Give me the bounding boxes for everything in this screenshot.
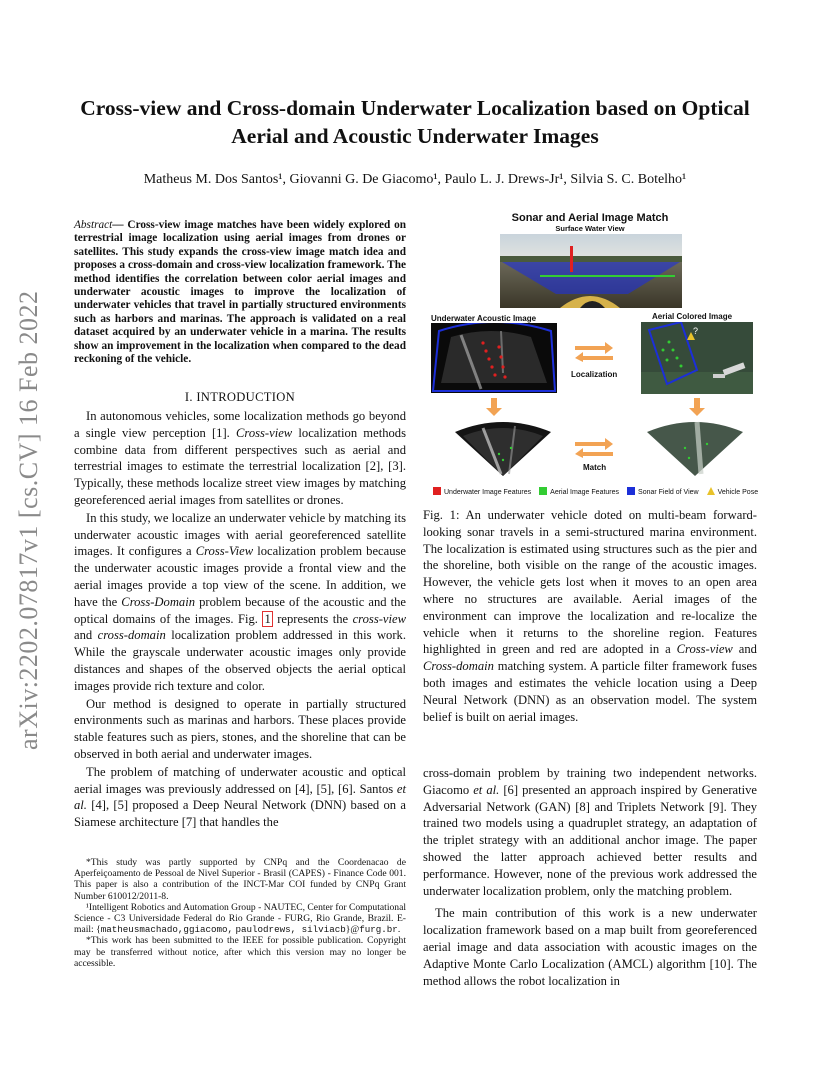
- aerial-colored-image: [641, 322, 753, 394]
- right-paragraph-1: cross-domain problem by training two independent networks. Giacomo et al. [6] presented an approach inspired by Generative Adversarial Network (GAN) [8] and Triplets Network [9]. They trained two models using a quadruplet strategy, an adaptation of the triplet strategy with an additional anchor image. The paper showed the latter approach achieved better results and performance. However, none of the previous work addressed the underwater localization problem, only the matching problem.: [423, 766, 758, 898]
- label-localization: Localization: [571, 370, 618, 379]
- intro-paragraph-3: Our method is designed to operate in partially structured environments such as marinas and harbors. These places provide stable features such as piers, stones, and the shoreline that can be observed in both aerial and underwater images.: [74, 696, 406, 761]
- figure-legend: [433, 487, 759, 496]
- label-aerial-colored-image: Aerial Colored Image: [652, 312, 733, 321]
- intro-paragraph-2: In this study, we localize an underwater vehicle by matching its underwater acoustic images with aerial georeferenced satellite images. It configures a Cross-View localization problem because the underwater acoustic images provide a frontal view and the aerial images provide a top view of the scene. In addition, we have the Cross-Domain problem because of the acoustic and the optical domains of the images. Fig. 1 represents the cross-view and cross-domain localization problem addressed in this work. While the grayscale underwater acoustic images only provide distances and shapes of the observed objects the aerial optical images provide rich texture and color.: [74, 510, 406, 693]
- underwater-acoustic-image: [431, 323, 557, 393]
- figure-reference-link[interactable]: 1: [264, 611, 271, 626]
- figure-1: [423, 210, 757, 502]
- footnotes: [74, 857, 406, 969]
- intro-paragraph-4: The problem of matching of underwater acoustic and optical aerial images was previously addressed on [4], [5], [6]. Santos et al. [4], [5] proposed a Deep Neural Network (DNN) based on a Siamese architecture [7] that handles the: [74, 764, 406, 830]
- down-arrow-right: [689, 398, 705, 416]
- localization-arrows: [573, 340, 615, 362]
- footnote-affiliation: ¹Intelligent Robotics and Automation Group - NAUTEC, Center for Computational Science - C3 Universidade Federal do Rio Grande - FURG, Rio Grande, Brazil. E-mail: {matheusmachado,ggiacomo, paulodrews, silviacb}@furg.br.: [74, 901, 406, 936]
- down-arrow-left: [486, 398, 502, 416]
- sonar-fan-image: [453, 418, 553, 476]
- abstract-text: — Cross-view image matches have been widely explored on terrestrial image localization using aerial images from drones or satellites. This study expands the cross-view image match idea and proposes a cross-domain and cross-view localization framework. The method identifies the correlation between color aerial images and underwater acoustic images to improve the localization of underwater vehicles that travel in partially structured environments such as harbors and marinas. The approach is validated on a real dataset acquired by an underwater vehicle in a marina. The results show an improvement in the localization when compared to the dead reckoning of the vehicle.: [74, 219, 406, 366]
- label-underwater-acoustic-image: Underwater Acoustic Image: [431, 314, 537, 323]
- footnote-ieee: *This work has been submitted to the IEEE for possible publication. Copyright may be transferred without notice, after which this version may no longer be accessible.: [74, 935, 406, 969]
- right-paragraph-2: The main contribution of this work is a new underwater localization framework based on a map built from georeferenced aerial image and data association with acoustic images on the Adaptive Monte Carlo Localization (AMCL) algorithm [10]. The method allows the robot localization in: [423, 906, 757, 988]
- match-arrows: [573, 436, 615, 458]
- section-heading-introduction: I. INTRODUCTION: [184, 390, 296, 404]
- figure-title: Sonar and Aerial Image Match: [511, 212, 669, 224]
- legend-item-vehicle-pose: Vehicle Pose: [707, 487, 758, 496]
- footnote-funding: *This study was partly supported by CNPq and the Coordenacao de Aperfeiçoamento de Pessoal de Nivel Superior - Brasil (CAPES) - Finance Code 001. This paper is also a contribution of the INCT-Mar COI funded by CNPq Grant Number 610012/2011-8.: [74, 857, 406, 902]
- author-list: Matheus M. Dos Santos¹, Giovanni G. De Giacomo¹, Paulo L. J. Drews-Jr¹, Silvia S. C. Botelho¹: [143, 172, 687, 187]
- figure-subtitle: Surface Water View: [555, 224, 625, 233]
- abstract-lead: Abstract: [74, 219, 113, 231]
- legend-item-underwater-features: Underwater Image Features: [433, 487, 531, 496]
- legend-item-sonar-fov: Sonar Field of View: [627, 487, 699, 496]
- paper-title: Cross-view and Cross-domain Underwater Localization based on Optical Aerial and Acoustic Underwater Images: [80, 96, 750, 148]
- surface-water-photo: [500, 234, 682, 308]
- introduction-body: [74, 408, 406, 831]
- intro-paragraph-1: In autonomous vehicles, some localization methods go beyond a single view perception [1]. Cross-view localization methods combine data from different perspectives such as aerial and terrestrial images to estimate the terrestrial localization [2], [3]. Typically, these methods localize street view images by matching georeferenced aerial images from satellites or drones.: [74, 409, 406, 507]
- arxiv-identifier: arXiv:2202.07817v1 [cs.CV] 16 Feb 2022: [14, 290, 43, 750]
- label-match: Match: [583, 463, 607, 472]
- aerial-fan-image: [645, 418, 745, 476]
- abstract: [74, 219, 406, 366]
- right-column-body: [423, 765, 757, 989]
- legend-item-aerial-features: Aerial Image Features: [539, 487, 619, 496]
- figure-caption: Fig. 1: An underwater vehicle doted on multi-beam forward-looking sonar travels in a semi-structured marina environment. The localization is estimated using structures such as the pier and the shoreline, both visible on the range of the acoustic images. However, the vehicle gets lost when it moves to an open area where no structures are available. Aerial images of the environment can improve the localization and re-localize the vehicle when it returns to the shoreline region. Features highlighted in green and red are adopted in a Cross-view and Cross-domain matching system. A particle filter framework fuses both images and estimates the vehicle location using a Deep Neural Network (DNN) as an observation model. The system belief is built on aerial images.: [423, 508, 757, 724]
- svg-text:?: ?: [693, 326, 699, 336]
